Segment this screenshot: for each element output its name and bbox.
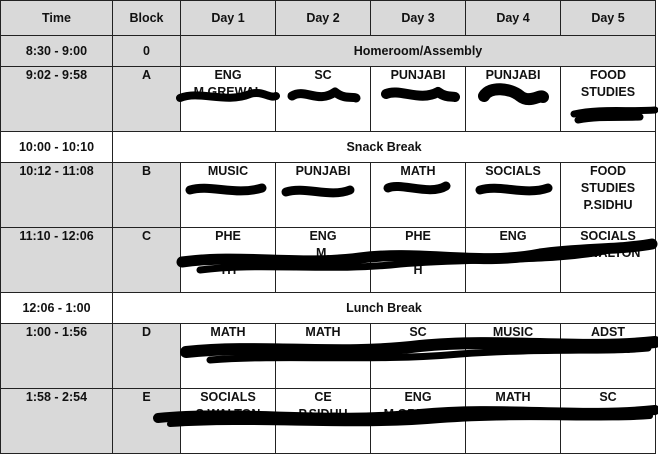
time-cell: 12:06 - 1:00 <box>1 293 113 324</box>
class-cell <box>561 389 656 454</box>
header-day-3: Day 3 <box>371 1 466 36</box>
subject: SOCIALS <box>485 164 541 178</box>
class-cell <box>466 324 561 389</box>
block-cell: C <box>113 228 181 293</box>
snack-row <box>1 132 656 163</box>
subject: MATH <box>210 325 246 339</box>
teacher: P.SIDHU <box>583 198 633 212</box>
block-cell: B <box>113 163 181 228</box>
class-cell <box>466 67 561 132</box>
teacher-fragment: H <box>413 263 423 277</box>
class-cell <box>181 163 276 228</box>
block-b-row <box>1 163 656 228</box>
teacher-fragment: TH <box>219 263 237 277</box>
class-cell <box>181 324 276 389</box>
lunch-row <box>1 293 656 324</box>
subject: MATH <box>495 390 531 404</box>
subject: SC <box>599 390 617 404</box>
subject-line-2: STUDIES <box>580 85 636 99</box>
teacher: M.GREWAL <box>383 407 453 421</box>
class-cell <box>466 389 561 454</box>
class-cell <box>561 228 656 293</box>
time-cell: 8:30 - 9:00 <box>1 36 113 67</box>
block-cell: E <box>113 389 181 454</box>
class-cell <box>181 228 276 293</box>
class-cell <box>276 67 371 132</box>
class-cell <box>181 67 276 132</box>
subject: ENG <box>214 68 242 82</box>
subject: ENG <box>404 390 432 404</box>
class-cell <box>561 163 656 228</box>
class-cell <box>276 324 371 389</box>
block-d-row <box>1 324 656 389</box>
subject: PHE <box>405 229 431 243</box>
subject: SOCIALS <box>200 390 256 404</box>
class-cell <box>561 324 656 389</box>
class-cell <box>181 389 276 454</box>
time-cell: 9:02 - 9:58 <box>1 67 113 132</box>
header-day-1: Day 1 <box>181 1 276 36</box>
class-cell <box>371 228 466 293</box>
class-cell <box>371 324 466 389</box>
subject: SC <box>409 325 427 339</box>
homeroom-row <box>1 36 656 67</box>
header-day-2: Day 2 <box>276 1 371 36</box>
time-cell: 10:00 - 10:10 <box>1 132 113 163</box>
homeroom-label: Homeroom/Assembly <box>181 36 656 67</box>
subject: FOOD <box>589 68 627 82</box>
header-day-4: Day 4 <box>466 1 561 36</box>
subject: PHE <box>215 229 241 243</box>
class-cell <box>276 228 371 293</box>
snack-label: Snack Break <box>113 132 656 163</box>
teacher: M.GREWAL <box>193 85 263 99</box>
subject: FOOD <box>589 164 627 178</box>
subject: PUNJABI <box>485 68 541 82</box>
block-a-row <box>1 67 656 132</box>
teacher: P.SIDHU <box>298 407 348 421</box>
subject: MATH <box>305 325 341 339</box>
subject: MUSIC <box>207 164 249 178</box>
time-cell: 1:00 - 1:56 <box>1 324 113 389</box>
teacher: M. <box>316 246 330 260</box>
subject: ENG <box>499 229 527 243</box>
subject: SOCIALS <box>580 229 636 243</box>
teacher: P.SIDHU <box>488 407 538 421</box>
time-cell: 10:12 - 11:08 <box>1 163 113 228</box>
subject: SC <box>314 68 332 82</box>
blank-line <box>181 245 275 262</box>
class-cell <box>466 228 561 293</box>
subject: CE <box>314 390 332 404</box>
class-cell <box>276 389 371 454</box>
blank-line <box>371 245 465 262</box>
header-row <box>1 1 656 36</box>
header-day-5: Day 5 <box>561 1 656 36</box>
time-cell: 1:58 - 2:54 <box>1 389 113 454</box>
subject: ADST <box>590 325 626 339</box>
subject: PUNJABI <box>295 164 351 178</box>
class-cell <box>276 163 371 228</box>
subject: MATH <box>400 164 436 178</box>
block-cell: A <box>113 67 181 132</box>
subject: MUSIC <box>492 325 534 339</box>
time-cell: 11:10 - 12:06 <box>1 228 113 293</box>
block-cell: D <box>113 324 181 389</box>
block-cell: 0 <box>113 36 181 67</box>
class-cell <box>371 389 466 454</box>
teacher: P.SIDHU <box>583 342 633 356</box>
header-time: Time <box>1 1 113 36</box>
teacher: S.WALTON <box>195 407 261 421</box>
class-cell <box>371 163 466 228</box>
lunch-label: Lunch Break <box>113 293 656 324</box>
block-c-row <box>1 228 656 293</box>
header-block: Block <box>113 1 181 36</box>
subject: ENG <box>309 229 337 243</box>
class-cell <box>561 67 656 132</box>
block-e-row <box>1 389 656 454</box>
class-cell <box>371 67 466 132</box>
teacher: S.WALTON <box>575 246 641 260</box>
class-cell <box>466 163 561 228</box>
subject-line-2: STUDIES <box>580 181 636 195</box>
subject: PUNJABI <box>390 68 446 82</box>
